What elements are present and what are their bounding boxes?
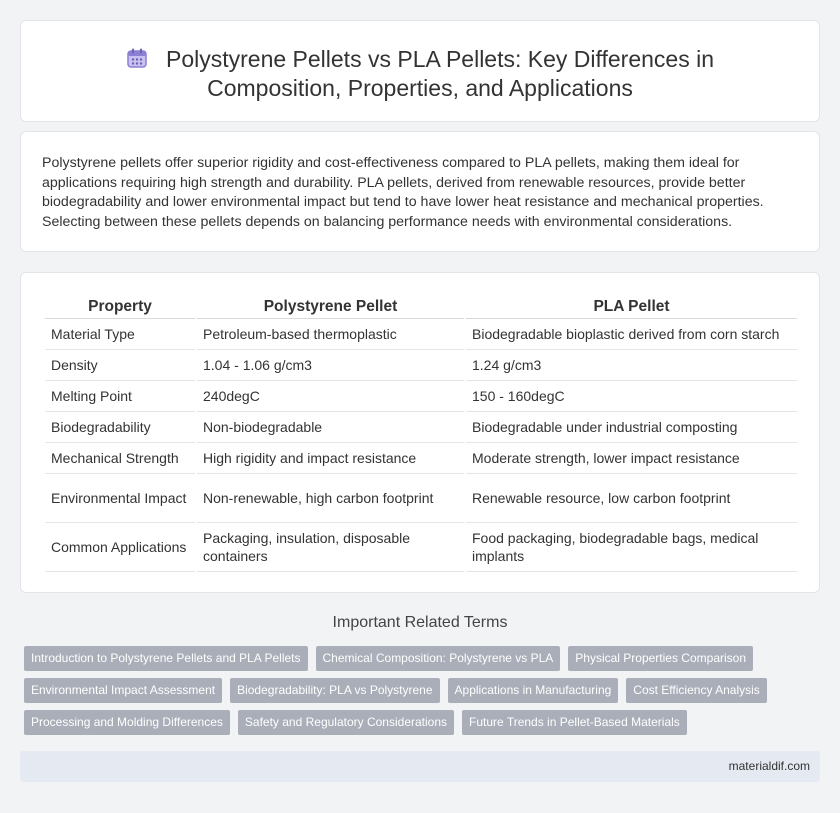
- cell-polystyrene: 1.04 - 1.06 g/cm3: [197, 350, 464, 381]
- footer-bar: [20, 751, 820, 782]
- comparison-table: [43, 296, 799, 572]
- related-term-tag[interactable]: Physical Properties Comparison: [568, 646, 753, 671]
- intro-paragraph: Polystyrene pellets offer superior rigidity and cost-effectiveness compared to PLA pellets, making them ideal for applications requiring high strength and durability. PLA pellets, derived from renewable resources, provide better biodegradability and lower environmental impact but tend to have lower heat resistance and mechanical properties. Selecting between these pellets depends on balancing performance needs with environmental considerations.: [42, 155, 764, 230]
- title-card: [20, 20, 820, 122]
- related-term-tag[interactable]: Environmental Impact Assessment: [24, 678, 222, 703]
- related-term-tag[interactable]: Biodegradability: PLA vs Polystyrene: [230, 678, 439, 703]
- related-term-tag[interactable]: Chemical Composition: Polystyrene vs PLA: [316, 646, 561, 671]
- table-row: [45, 381, 797, 412]
- related-terms-heading: Important Related Terms: [332, 614, 508, 631]
- cell-property: Environmental Impact: [45, 474, 195, 523]
- cell-polystyrene: Non-renewable, high carbon footprint: [197, 474, 464, 523]
- cell-pla: 1.24 g/cm3: [466, 350, 797, 381]
- related-term-tag[interactable]: Introduction to Polystyrene Pellets and PLA Pellets: [24, 646, 308, 671]
- table-row: [45, 443, 797, 474]
- cell-polystyrene: Petroleum-based thermoplastic: [197, 319, 464, 350]
- cell-polystyrene: Non-biodegradable: [197, 412, 464, 443]
- cell-pla: Renewable resource, low carbon footprint: [466, 474, 797, 523]
- comparison-table-card: [20, 272, 820, 593]
- table-row: [45, 412, 797, 443]
- table-row: [45, 319, 797, 350]
- page-title-block: [81, 45, 759, 103]
- related-term-tag[interactable]: Cost Efficiency Analysis: [626, 678, 767, 703]
- related-term-tag[interactable]: Safety and Regulatory Considerations: [238, 710, 454, 735]
- intro-card: [20, 131, 820, 252]
- cell-polystyrene: High rigidity and impact resistance: [197, 443, 464, 474]
- related-term-tag[interactable]: Processing and Molding Differences: [24, 710, 230, 735]
- cell-pla: Food packaging, biodegradable bags, medical implants: [466, 523, 797, 572]
- footer-site-link[interactable]: materialdif.com: [728, 759, 810, 773]
- cell-pla: Moderate strength, lower impact resistance: [466, 443, 797, 474]
- related-term-tag[interactable]: Future Trends in Pellet-Based Materials: [462, 710, 687, 735]
- table-row: [45, 523, 797, 572]
- header-property: Property: [45, 296, 195, 319]
- table-row: [45, 474, 797, 523]
- table-header-row: [45, 296, 797, 319]
- cell-property: Melting Point: [45, 381, 195, 412]
- cell-property: Mechanical Strength: [45, 443, 195, 474]
- related-term-tag[interactable]: Applications in Manufacturing: [448, 678, 619, 703]
- table-row: [45, 350, 797, 381]
- calendar-icon: [126, 47, 148, 69]
- cell-pla: 150 - 160degC: [466, 381, 797, 412]
- cell-polystyrene: 240degC: [197, 381, 464, 412]
- cell-property: Common Applications: [45, 523, 195, 572]
- page-title: Polystyrene Pellets vs PLA Pellets: Key Differences in Composition, Properties, and Applications: [165, 46, 714, 101]
- cell-property: Density: [45, 350, 195, 381]
- cell-property: Biodegradability: [45, 412, 195, 443]
- header-pla: PLA Pellet: [466, 296, 797, 319]
- cell-pla: Biodegradable bioplastic derived from corn starch: [466, 319, 797, 350]
- header-polystyrene: Polystyrene Pellet: [197, 296, 464, 319]
- cell-pla: Biodegradable under industrial composting: [466, 412, 797, 443]
- cell-polystyrene: Packaging, insulation, disposable containers: [197, 523, 464, 572]
- related-terms-list: [24, 646, 804, 735]
- cell-property: Material Type: [45, 319, 195, 350]
